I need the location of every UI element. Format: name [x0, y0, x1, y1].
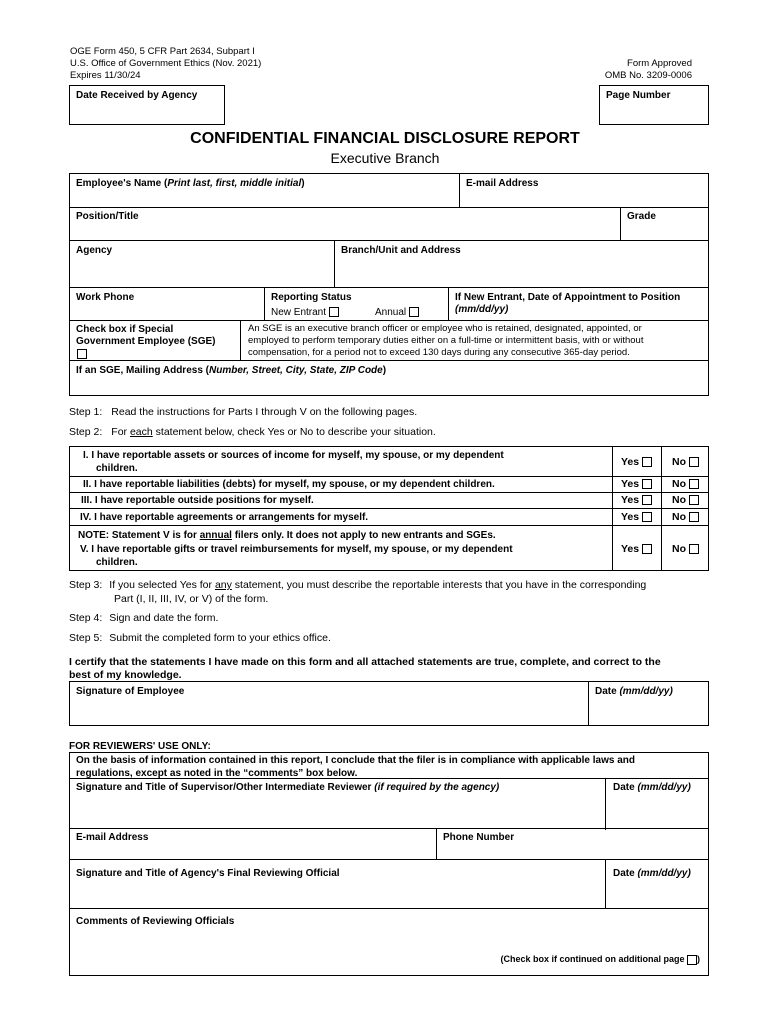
- reviewer-email-label: E-mail Address: [76, 832, 149, 843]
- step-4: Step 4: Sign and date the form.: [69, 612, 219, 624]
- date-received-field[interactable]: [69, 85, 225, 125]
- grade-label: Grade: [627, 211, 656, 222]
- branch-label: Branch/Unit and Address: [341, 245, 461, 256]
- page-number-field[interactable]: [599, 85, 709, 125]
- employee-date-field[interactable]: [588, 681, 709, 726]
- reviewer-email-field[interactable]: [69, 828, 437, 860]
- employee-signature-field[interactable]: [69, 681, 589, 726]
- supervisor-date-label: Date (mm/dd/yy): [613, 782, 691, 793]
- reviewer-phone-field[interactable]: [436, 828, 709, 860]
- statement-2-yes[interactable]: Yes: [612, 476, 662, 493]
- comments-field[interactable]: [69, 908, 709, 976]
- comments-label: Comments of Reviewing Officials: [76, 916, 235, 927]
- agency-field[interactable]: [69, 240, 335, 288]
- employee-name-label: Employee's Name (Print last, first, middle initial): [76, 178, 305, 189]
- work-phone-field[interactable]: [69, 287, 265, 321]
- statement-5-yes[interactable]: Yes: [612, 525, 662, 571]
- appointment-date-format: (mm/dd/yy): [455, 304, 509, 315]
- employee-date-label: Date (mm/dd/yy): [595, 686, 673, 697]
- sge-desc-line-3: compensation, for a period not to exceed 130 days during any consecutive 365-day period.: [248, 347, 630, 358]
- grade-field[interactable]: [620, 207, 709, 241]
- statement-4-yes[interactable]: Yes: [612, 508, 662, 526]
- certify-text-2: best of my knowledge.: [69, 669, 182, 681]
- continued-note: (Check box if continued on additional page ): [500, 954, 700, 964]
- sge-mailing-address-field[interactable]: [69, 360, 709, 396]
- certify-text-1: I certify that the statements I have made on this form and all attached statements are true, complete, and correct to the: [69, 656, 661, 668]
- omb-number: OMB No. 3209-0006: [604, 70, 692, 81]
- supervisor-signature-field[interactable]: [69, 778, 606, 830]
- statement-5-note: NOTE: Statement V is for annual filers only. It does not apply to new entrants and SGEs.: [78, 530, 496, 541]
- sge-check-label-2: Government Employee (SGE): [76, 336, 216, 347]
- statement-4: IV. I have reportable agreements or arrangements for myself.: [69, 508, 613, 526]
- statement-2: II. I have reportable liabilities (debts) for myself, my spouse, or my dependent children.: [69, 476, 613, 493]
- reviewers-intro-2: regulations, except as noted in the “comments” box below.: [76, 768, 358, 779]
- form-approved: Form Approved: [627, 58, 692, 69]
- new-entrant-checkbox[interactable]: [329, 307, 339, 317]
- statement-5: NOTE: Statement V is for annual filers only. It does not apply to new entrants and SGEs. V. I have reportable gifts or travel reimbursements for myself, my spouse, or my dependent children.: [69, 525, 613, 571]
- position-label: Position/Title: [76, 211, 139, 222]
- statement-4-no[interactable]: No: [661, 508, 709, 526]
- statement-1-yes[interactable]: Yes: [612, 446, 662, 477]
- employee-signature-label: Signature of Employee: [76, 686, 185, 697]
- sge-desc-line-2: employed to perform temporary duties either on a full-time or intermittent basis, with or without: [248, 335, 644, 346]
- expires-date: Expires 11/30/24: [70, 70, 141, 81]
- statement-2-no[interactable]: No: [661, 476, 709, 493]
- new-entrant-option: New Entrant: [271, 307, 339, 318]
- sge-check-field: [69, 320, 241, 361]
- date-received-label: Date Received by Agency: [76, 90, 198, 101]
- final-official-signature-field[interactable]: [69, 859, 606, 909]
- agency-line: U.S. Office of Government Ethics (Nov. 2021): [70, 58, 262, 69]
- final-official-date-field[interactable]: [605, 859, 709, 909]
- reviewers-intro-1: On the basis of information contained in this report, I conclude that the filer is in compliance with applicable laws and: [76, 755, 635, 766]
- page-subtitle: Executive Branch: [330, 150, 440, 166]
- statement-5-no[interactable]: No: [661, 525, 709, 571]
- sge-desc-line-1: An SGE is an executive branch officer or employee who is retained, designated, appointed, or: [248, 323, 642, 334]
- statement-1: I. I have reportable assets or sources of income for myself, my spouse, or my dependent children.: [69, 446, 613, 477]
- step-1: Step 1: Read the instructions for Parts I through V on the following pages.: [69, 406, 418, 418]
- sge-mailing-label: If an SGE, Mailing Address (Number, Street, City, State, ZIP Code): [76, 365, 387, 376]
- annual-checkbox[interactable]: [409, 307, 419, 317]
- supervisor-signature-label: Signature and Title of Supervisor/Other Intermediate Reviewer (if required by the agency): [76, 782, 500, 793]
- statement-1-no[interactable]: No: [661, 446, 709, 477]
- position-field[interactable]: [69, 207, 621, 241]
- statement-3: III. I have reportable outside positions for myself.: [69, 492, 613, 509]
- step-3: Step 3: If you selected Yes for any statement, you must describe the reportable interests that you have in the corresponding: [69, 579, 647, 591]
- step-3-continued: Part (I, II, III, IV, or V) of the form.: [114, 593, 269, 605]
- appointment-date-label: If New Entrant, Date of Appointment to Position: [455, 292, 681, 303]
- employee-name-field[interactable]: [69, 173, 460, 208]
- continued-checkbox[interactable]: [687, 955, 697, 965]
- page-number-label: Page Number: [606, 90, 671, 101]
- form-id: OGE Form 450, 5 CFR Part 2634, Subpart I: [70, 46, 255, 57]
- final-official-date-label: Date (mm/dd/yy): [613, 868, 691, 879]
- email-field[interactable]: [459, 173, 709, 208]
- final-official-signature-label: Signature and Title of Agency's Final Reviewing Official: [76, 868, 340, 879]
- branch-field[interactable]: [334, 240, 709, 288]
- reviewer-phone-label: Phone Number: [443, 832, 515, 843]
- appointment-date-field[interactable]: [448, 287, 709, 321]
- agency-label: Agency: [76, 245, 113, 256]
- email-label: E-mail Address: [466, 178, 539, 189]
- supervisor-date-field[interactable]: [605, 778, 709, 830]
- work-phone-label: Work Phone: [76, 292, 135, 303]
- page-title: CONFIDENTIAL FINANCIAL DISCLOSURE REPORT: [190, 130, 580, 147]
- reviewers-heading: FOR REVIEWERS' USE ONLY:: [69, 741, 211, 752]
- statement-3-yes[interactable]: Yes: [612, 492, 662, 509]
- step-5: Step 5: Submit the completed form to your ethics office.: [69, 632, 331, 644]
- sge-checkbox[interactable]: [77, 349, 87, 359]
- reporting-status-label: Reporting Status: [271, 292, 352, 303]
- annual-option: Annual: [375, 307, 419, 318]
- step-2: Step 2: For each statement below, check Yes or No to describe your situation.: [69, 426, 436, 438]
- sge-check-label-1: Check box if Special: [76, 324, 174, 335]
- statement-3-no[interactable]: No: [661, 492, 709, 509]
- sge-description: [240, 320, 709, 361]
- reporting-status-field: [264, 287, 449, 321]
